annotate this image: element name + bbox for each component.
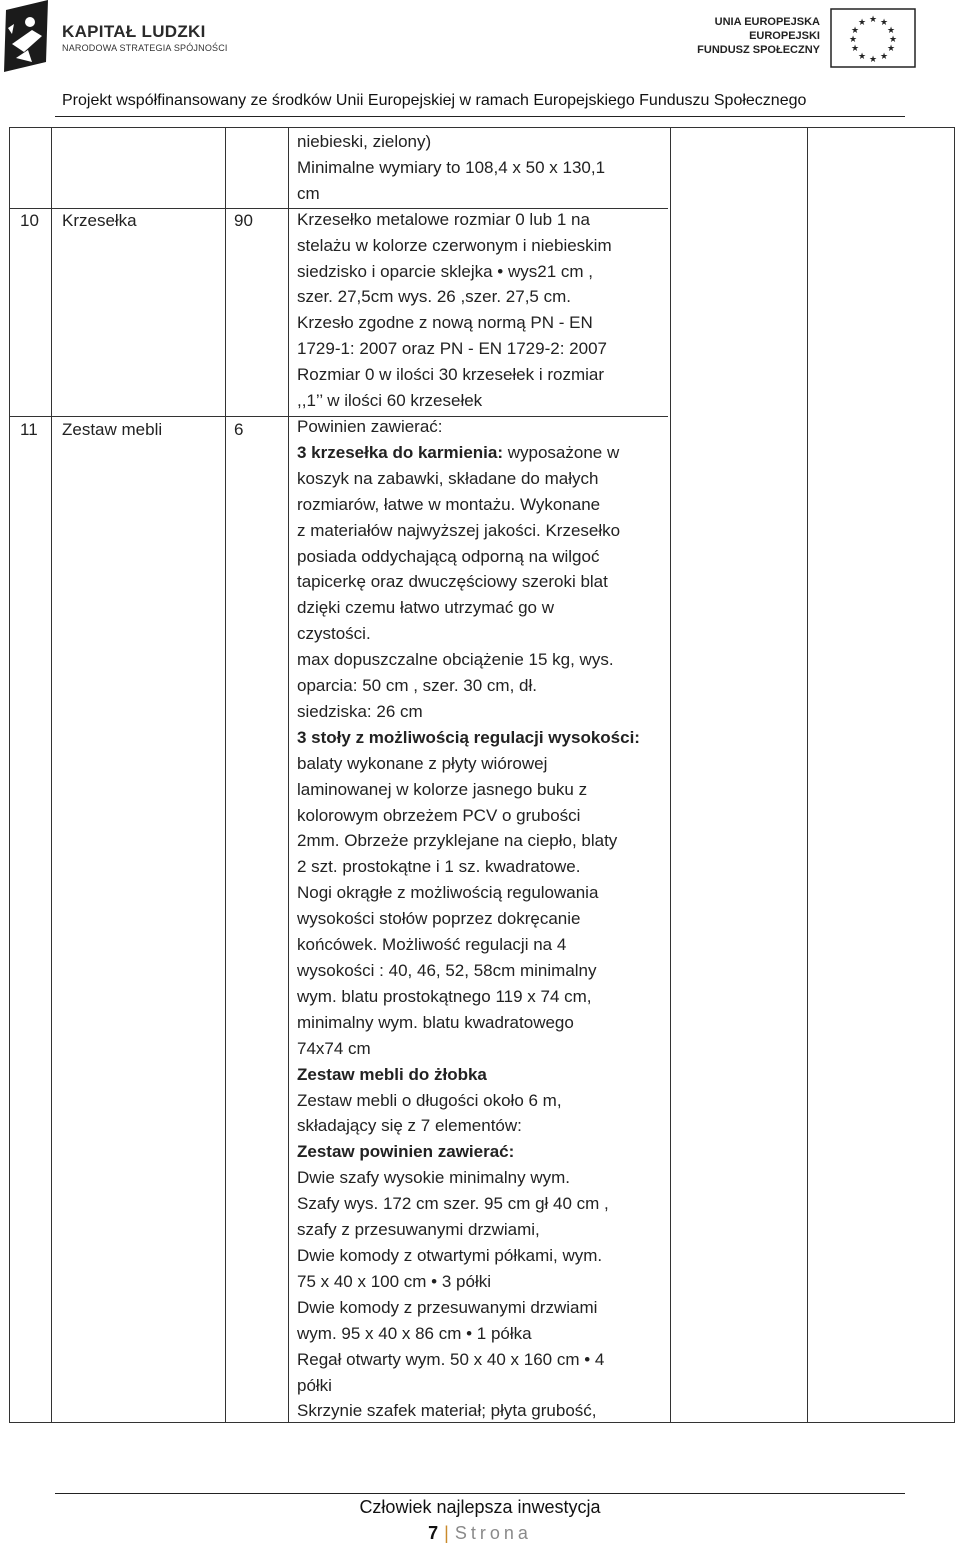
description-line: Minimalne wymiary to 108,4 x 50 x 130,1 — [297, 157, 606, 177]
page-label: Strona — [454, 1523, 532, 1543]
description-line: wysokości stołów poprzez dokręcanie — [297, 909, 581, 929]
description-line: dzięki czemu łatwo utrzymać go w — [297, 598, 554, 618]
description-line: Krzesełko metalowe rozmiar 0 lub 1 na — [297, 209, 590, 229]
eu-label-line1: UNIA EUROPEJSKA — [714, 16, 820, 28]
description-line: ,,1’’ w ilości 60 krzesełek — [297, 391, 483, 411]
page-number: 7 — [428, 1523, 439, 1543]
description-line: składający się z 7 elementów: — [297, 1116, 522, 1136]
description-line: minimalny wym. blatu kwadratowego — [297, 1012, 574, 1032]
description-line: czystości. — [297, 624, 371, 644]
description-line: szafy z przesuwanymi drzwiami, — [297, 1220, 540, 1240]
description-line: oparcia: 50 cm , szer. 30 cm, dł. — [297, 676, 537, 696]
description-line: Skrzynie szafek materiał; płyta grubość, — [297, 1401, 597, 1421]
page-indicator — [0, 1523, 960, 1544]
description-line: szer. 27,5cm wys. 26 ,szer. 27,5 cm. — [297, 287, 571, 307]
eu-flag-icon — [830, 8, 916, 68]
description-line: Szafy wys. 172 cm szer. 95 cm gł 40 cm , — [297, 1194, 609, 1214]
row-quantity: 90 — [234, 211, 253, 230]
description-line: Zestaw mebli do żłobka — [297, 1064, 487, 1084]
description-line: wym. 95 x 40 x 86 cm • 1 półka — [297, 1323, 532, 1343]
svg-text:★: ★ — [868, 15, 878, 25]
description-column — [297, 129, 667, 1424]
description-line: tapicerkę oraz dwuczęściowy szeroki blat — [297, 572, 608, 592]
row-quantity: 6 — [234, 420, 244, 439]
description-line: końcówek. Możliwość regulacji na 4 — [297, 935, 567, 955]
description-line: 2mm. Obrzeże przyklejane na ciepło, blaty — [297, 831, 618, 851]
description-line: siedziska: 26 cm — [297, 701, 423, 721]
page-separator: | — [444, 1523, 449, 1543]
row-item-name: Zestaw mebli — [62, 420, 163, 439]
column-divider — [670, 128, 671, 1422]
description-line: kolorowym obrzeżem PCV o grubości — [297, 805, 581, 825]
eu-label — [697, 15, 820, 57]
header-divider — [55, 116, 905, 117]
description-line: Powinien zawierać: — [297, 416, 443, 436]
svg-text:★: ★ — [886, 44, 896, 54]
description-line: 1729-1: 2007 oraz PN - EN 1729-2: 2007 — [297, 339, 607, 359]
description-line: Zestaw powinien zawierać: — [297, 1142, 515, 1162]
description-line: z materiałów najwyższej jakości. Krzesełko — [297, 520, 621, 540]
column-divider — [51, 128, 52, 1422]
description-line: 2 szt. prostokątne i 1 sz. kwadratowe. — [297, 857, 581, 877]
svg-text:★: ★ — [888, 35, 898, 45]
description-line: 75 x 40 x 100 cm • 3 półki — [297, 1271, 491, 1291]
description-line: wym. blatu prostokątnego 119 x 74 cm, — [297, 986, 592, 1006]
logo-subtitle: NARODOWA STRATEGIA SPÓJNOŚCI — [62, 43, 228, 53]
column-divider — [288, 128, 289, 1422]
svg-text:★: ★ — [857, 52, 867, 62]
cofinancing-statement: Projekt współfinansowany ze środków Unii Europejskiej w ramach Europejskiego Funduszu Społecznego — [62, 92, 807, 109]
description-line: Dwie komody z przesuwanymi drzwiami — [297, 1297, 598, 1317]
svg-text:★: ★ — [848, 35, 858, 45]
svg-text:★: ★ — [879, 52, 889, 62]
description-line: 74x74 cm — [297, 1038, 371, 1058]
description-line: 3 stoły z możliwością regulacji wysokości: — [297, 727, 640, 747]
description-line: siedzisko i oparcie sklejka • wys21 cm , — [297, 261, 593, 281]
svg-text:★: ★ — [857, 18, 867, 28]
description-line — [297, 440, 667, 466]
description-bold-label: 3 krzesełka do karmienia: — [297, 442, 504, 462]
column-divider — [225, 128, 226, 1422]
description-line: Rozmiar 0 w ilości 30 krzesełek i rozmiar — [297, 365, 605, 385]
description-line: posiada oddychającą odporną na wilgoć — [297, 546, 600, 566]
page-header — [0, 0, 960, 122]
svg-text:★: ★ — [850, 44, 860, 54]
description-line: wysokości : 40, 46, 52, 58cm minimalny — [297, 961, 597, 980]
row-number: 10 — [20, 211, 39, 230]
svg-text:★: ★ — [850, 26, 860, 36]
description-line: Nogi okrągłe z możliwością regulowania — [297, 883, 599, 903]
kapital-ludzki-logo-icon — [2, 0, 52, 74]
description-line: laminowanej w kolorze jasnego buku z — [297, 779, 588, 799]
eu-label-line3: FUNDUSZ SPOŁECZNY — [697, 44, 820, 56]
footer-divider — [55, 1493, 905, 1494]
column-divider — [807, 128, 808, 1422]
row-number: 11 — [20, 420, 38, 439]
row-item-name: Krzesełka — [62, 211, 137, 230]
description-line: Dwie komody z otwartymi półkami, wym. — [297, 1245, 603, 1265]
svg-text:★: ★ — [886, 26, 896, 36]
specification-table — [9, 127, 955, 1423]
description-line: rozmiarów, łatwe w montażu. Wykonane — [297, 494, 601, 514]
svg-text:★: ★ — [868, 55, 878, 65]
logo-title: KAPITAŁ LUDZKI — [62, 22, 206, 41]
description-line: Regał otwarty wym. 50 x 40 x 160 cm • 4 — [297, 1349, 605, 1369]
description-line: balaty wykonane z płyty wiórowej — [297, 753, 548, 773]
description-line: stelażu w kolorze czerwonym i niebieskim — [297, 235, 612, 255]
footer-motto: Człowiek najlepsza inwestycja — [359, 1497, 601, 1517]
description-line: max dopuszczalne obciążenie 15 kg, wys. — [297, 650, 614, 670]
description-text: wyposażone w — [503, 442, 620, 462]
eu-label-line2: EUROPEJSKI — [749, 30, 820, 42]
description-line: cm — [297, 183, 320, 203]
description-line: Krzesło zgodne z nową normą PN - EN — [297, 313, 593, 333]
description-line: niebieski, zielony) — [297, 132, 432, 151]
description-line: Zestaw mebli o długości około 6 m, — [297, 1090, 562, 1110]
description-line: Dwie szafy wysokie minimalny wym. — [297, 1168, 570, 1188]
description-line: półki — [297, 1375, 332, 1395]
description-line: koszyk na zabawki, składane do małych — [297, 468, 599, 488]
svg-text:★: ★ — [879, 18, 889, 28]
